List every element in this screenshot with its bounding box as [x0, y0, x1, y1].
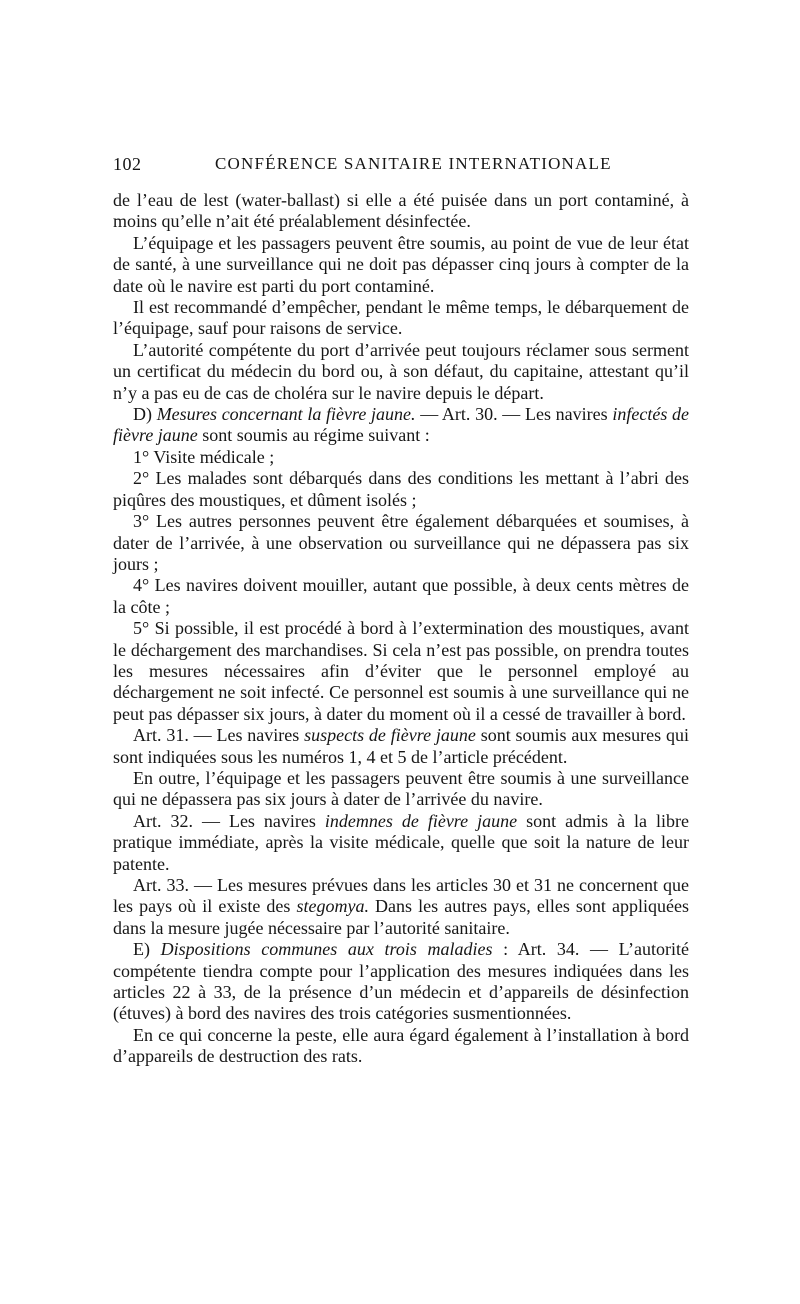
paragraph-text: 3° Les autres personnes peuvent être également débarquées et soumises, à dater de l’arrivée, à une observation ou surveillance qui ne dépassera pas six jours ;	[113, 511, 689, 574]
italic-text: stegomya.	[296, 896, 369, 917]
paragraph-text: : Art. 34. — L’autorité compétente tiendra compte pour l’application des mesures indiquées dans les articles 22 à 33, de la présence d’un médecin et d’appareils de désinfection (étuves) à bord des navires des trois catégories susmentionnées.	[113, 939, 689, 1024]
italic-text: Mesures concernant la fièvre jaune.	[156, 404, 416, 425]
paragraph-p05	[113, 404, 689, 447]
paragraph-p09	[113, 575, 689, 618]
paragraph-text: 4° Les navires doivent mouiller, autant que possible, à deux cents mètres de la côte ;	[113, 575, 689, 617]
paragraph-text: Art. 31. — Les navires	[133, 725, 305, 746]
paragraph-text: 5° Si possible, il est procédé à bord à l’extermination des moustiques, avant le déchargement des marchandises. Si cela n’est pas possible, on prendra toutes les mesures nécessaires afin d’éviter que le personnel employé au déchargement ne soit infecté. Ce personnel est soumis à une surveillance qui ne peut pas dépasser six jours, à dater du moment où il a cessé de travailler à bord.	[113, 618, 689, 724]
paragraph-p14	[113, 875, 689, 939]
body-text	[113, 190, 689, 1068]
running-title: CONFÉRENCE SANITAIRE INTERNATIONALE	[215, 154, 612, 173]
paragraph-text: sont soumis aux mesures qui sont indiquées sous les numéros 1, 4 et 5 de l’article précédent.	[113, 725, 690, 767]
paragraph-text: E)	[133, 939, 161, 960]
paragraph-text: L’autorité compétente du port d’arrivée peut toujours réclamer sous serment un certificat du médecin du bord ou, à son défaut, du capitaine, attestant qu’il n’y a pas eu de cas de choléra sur le navire depuis le départ.	[113, 339, 689, 403]
page-header	[113, 150, 691, 180]
paragraph-p02	[113, 233, 689, 297]
paragraph-p16	[113, 1025, 689, 1068]
paragraph-text: Art. 32. — Les navires	[133, 810, 325, 831]
paragraph-p07	[113, 468, 689, 511]
paragraph-text: Art. 33. — Les mesures prévues dans les articles 30 et 31 ne concernent que les pays où il existe des	[113, 875, 689, 917]
paragraph-text: sont soumis au régime suivant :	[197, 425, 430, 446]
paragraph-p13	[113, 811, 689, 875]
paragraph-p11	[113, 725, 689, 768]
paragraph-p01	[113, 190, 689, 233]
italic-text: suspects de fièvre jaune	[304, 725, 476, 746]
paragraph-text: D)	[133, 404, 157, 425]
paragraph-p08	[113, 511, 689, 575]
italic-text: Dispositions communes aux trois maladies	[160, 939, 493, 960]
paragraph-p04	[113, 340, 689, 404]
paragraph-text: Dans les autres pays, elles sont appliquées dans la mesure jugée nécessaire par l’autorité sanitaire.	[113, 896, 689, 938]
paragraph-p15	[113, 939, 689, 1025]
paragraph-text: En ce qui concerne la peste, elle aura égard également à l’installation à bord d’appareils de destruction des rats.	[113, 1024, 689, 1067]
paragraph-text: — Art. 30. — Les navires	[415, 404, 613, 425]
paragraph-p12	[113, 768, 689, 811]
paragraph-text: 2° Les malades sont débarqués dans des conditions les mettant à l’abri des piqûres des moustiques, et dûment isolés ;	[113, 468, 689, 510]
paragraph-text: En outre, l’équipage et les passagers peuvent être soumis à une surveillance qui ne dépassera pas six jours à dater de l’arrivée du navire.	[113, 767, 689, 810]
italic-text: infectés de fièvre jaune	[113, 404, 690, 446]
paragraph-text: L’équipage et les passagers peuvent être soumis, au point de vue de leur état de santé, à une surveillance qui ne doit pas dépasser cinq jours à compter de la date où le navire est parti du port contaminé.	[113, 232, 689, 296]
paragraph-p06	[113, 447, 689, 468]
paragraph-text: de l’eau de lest (water-ballast) si elle a été puisée dans un port contaminé, à moins qu’elle n’ait été préalablement désinfectée.	[113, 190, 689, 232]
paragraph-text: 1° Visite médicale ;	[133, 446, 275, 467]
page-number: 102	[113, 154, 142, 174]
paragraph-p03	[113, 297, 689, 340]
paragraph-text: sont admis à la libre pratique immédiate, après la visite médicale, quelle que soit la nature de leur patente.	[113, 810, 690, 874]
paragraph-text: Il est recommandé d’empêcher, pendant le même temps, le débarquement de l’équipage, sauf pour raisons de service.	[113, 297, 689, 339]
paragraph-p10	[113, 618, 689, 725]
italic-text: indemnes de fièvre jaune	[324, 810, 518, 831]
